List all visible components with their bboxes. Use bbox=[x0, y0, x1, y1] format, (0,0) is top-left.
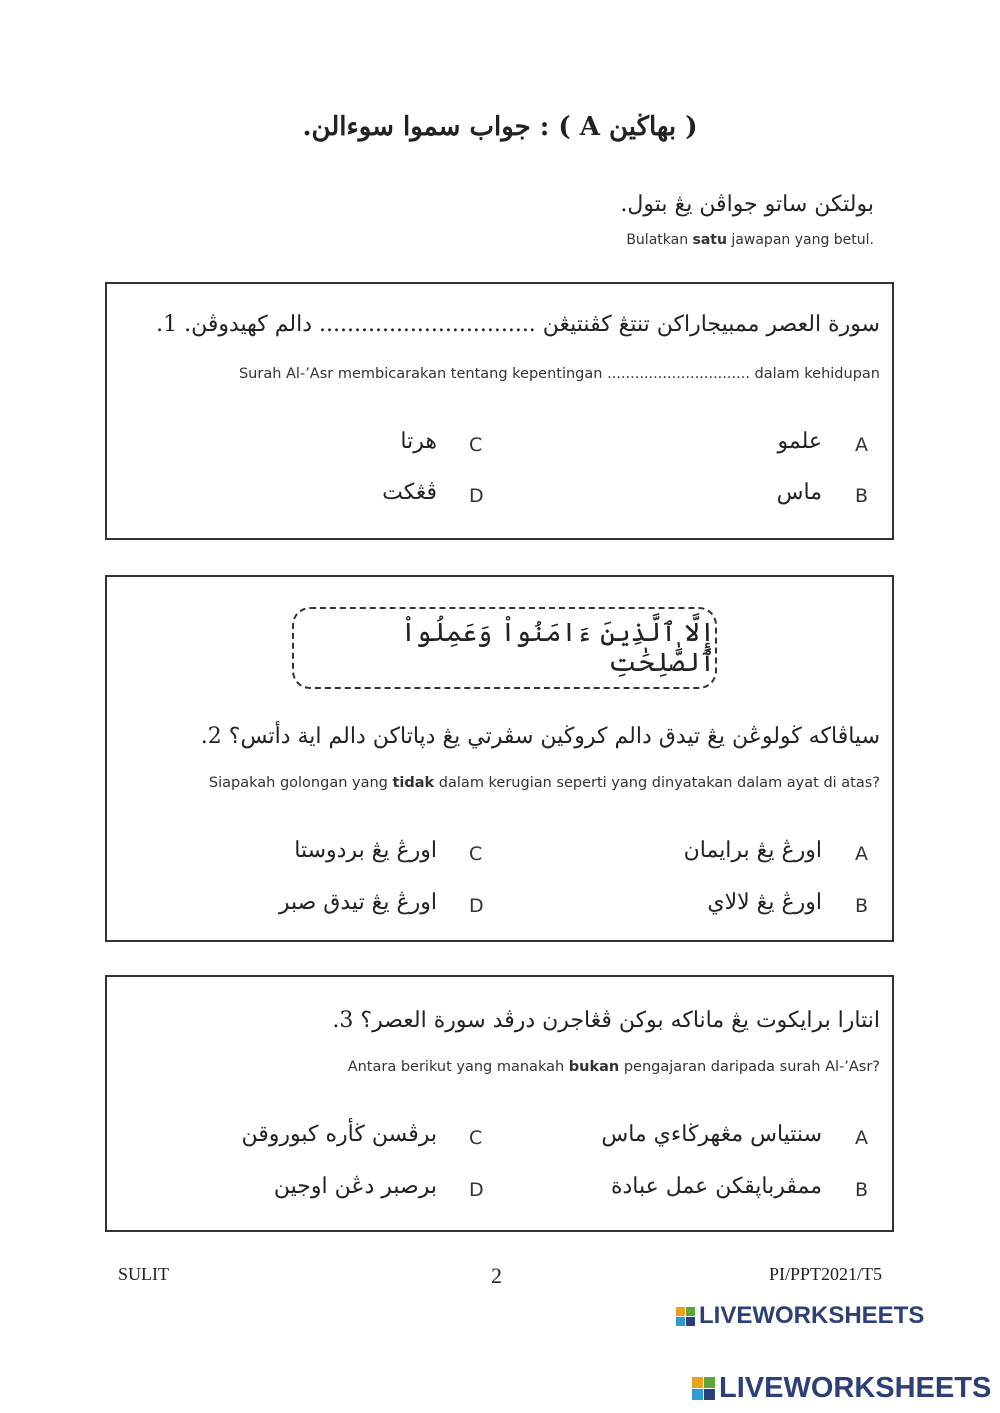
q2-option-a-text[interactable]: اورڠ يڠ برايمان bbox=[683, 838, 822, 863]
q3-option-c-text[interactable]: برڤسن ڬأره كبوروقن bbox=[241, 1122, 437, 1147]
q2-option-c-letter[interactable]: C bbox=[469, 843, 483, 865]
liveworksheets-logo-large[interactable] bbox=[692, 1372, 991, 1405]
question-3-rumi-bold: bukan bbox=[568, 1059, 620, 1075]
instruction-rumi-bold: satu bbox=[692, 232, 727, 248]
instruction-rumi-part: jawapan yang betul. bbox=[726, 232, 874, 248]
q1-option-d-text[interactable]: ڤڠكت bbox=[382, 480, 437, 505]
question-3-rumi-part: pengajaran daripada surah Al-’Asr? bbox=[619, 1059, 880, 1075]
question-1-box bbox=[105, 282, 894, 540]
q1-option-c-letter[interactable]: C bbox=[469, 434, 483, 456]
question-2-rumi-part: dalam kerugian seperti yang dinyatakan dalam ayat di atas? bbox=[434, 775, 880, 791]
q1-option-c-text[interactable]: هرتا bbox=[400, 429, 437, 454]
question-1-rumi-part: Surah Al-’Asr membicarakan tentang kepentingan bbox=[238, 366, 608, 382]
q1-option-d-letter[interactable]: D bbox=[469, 485, 484, 507]
question-1-rumi bbox=[239, 366, 880, 382]
question-2-box bbox=[105, 575, 894, 942]
question-1-jawi-text: سورة العصر ممبيجاراكن تنتڠ كڤنتيڠن ............................... دالم كهيدوڤن. bbox=[184, 312, 880, 337]
question-2-rumi bbox=[209, 775, 880, 791]
q1-option-a-letter[interactable]: A bbox=[855, 434, 868, 456]
question-3-jawi bbox=[332, 1008, 880, 1033]
question-2-rumi-part: Siapakah golongan yang bbox=[208, 775, 393, 791]
question-3-number: 3. bbox=[332, 1008, 354, 1033]
q2-option-b-text[interactable]: اورڠ يڠ لالاي bbox=[707, 890, 822, 915]
q3-option-a-text[interactable]: سنتياس مڠهرڬاءي ماس bbox=[601, 1122, 822, 1147]
liveworksheets-mark-icon bbox=[676, 1307, 695, 1326]
question-2-rumi-bold: tidak bbox=[392, 775, 435, 791]
q2-option-a-letter[interactable]: A bbox=[855, 843, 868, 865]
liveworksheets-logo[interactable] bbox=[676, 1302, 924, 1330]
question-3-jawi-text: انتارا برايكوت يڠ ماناكه بوكن ڤڠاجرن درڤد سورة العصر؟ bbox=[360, 1008, 880, 1033]
question-2-jawi bbox=[201, 724, 880, 749]
instruction-jawi: بولتكن ساتو جواڤن يڠ بتول. bbox=[620, 192, 874, 217]
liveworksheets-text: LIVEWORKSHEETS bbox=[699, 1302, 925, 1329]
q2-option-c-text[interactable]: اورڠ يڠ بردوستا bbox=[294, 838, 437, 863]
q3-option-a-letter[interactable]: A bbox=[855, 1127, 868, 1149]
q3-option-d-text[interactable]: برصبر دڠن اوجين bbox=[273, 1174, 437, 1199]
question-1-jawi bbox=[156, 312, 880, 337]
question-2-number: 2. bbox=[200, 724, 222, 749]
instruction-rumi bbox=[626, 232, 874, 248]
q1-option-b-text[interactable]: ماس bbox=[776, 480, 822, 505]
question-3-rumi-part: Antara berikut yang manakah bbox=[347, 1059, 569, 1075]
question-1-number: 1. bbox=[156, 312, 178, 337]
q3-option-b-text[interactable]: ممڤرباپقكن عمل عبادة bbox=[610, 1174, 822, 1199]
footer-right: PI/PPT2021/T5 bbox=[768, 1264, 882, 1284]
quran-ayat-box: إِلَّا ٱلَّذِينَ ءَامَنُواْ وَعَمِلُواْ ٱلصَّٰلِحَٰتِ bbox=[292, 607, 717, 689]
instruction-rumi-part: Bulatkan bbox=[626, 232, 693, 248]
section-title: ( بهاڬين A ) : جواب سموا سوءالن. bbox=[302, 112, 698, 142]
footer-left: SULIT bbox=[118, 1264, 169, 1284]
liveworksheets-text-large: LIVEWORKSHEETS bbox=[719, 1372, 992, 1404]
q3-option-d-letter[interactable]: D bbox=[469, 1179, 484, 1201]
q2-option-b-letter[interactable]: B bbox=[855, 895, 869, 917]
question-1-rumi-part: ............................... dalam kehidupan bbox=[607, 366, 880, 382]
question-3-box bbox=[105, 975, 894, 1232]
liveworksheets-mark-icon bbox=[692, 1377, 715, 1400]
q2-option-d-letter[interactable]: D bbox=[469, 895, 484, 917]
q1-option-b-letter[interactable]: B bbox=[855, 485, 869, 507]
question-3-rumi bbox=[348, 1059, 880, 1075]
page-number: 2 bbox=[491, 1263, 502, 1288]
question-2-jawi-text: سياڤاكه ڬولوڠن يڠ تيدق دالم كروڬين سڤرتي يڠ دپاتاكن دالم اية دأتس؟ bbox=[228, 724, 880, 749]
q1-option-a-text[interactable]: علمو bbox=[777, 429, 822, 454]
q2-option-d-text[interactable]: اورڠ يڠ تيدق صبر bbox=[278, 890, 437, 915]
q3-option-c-letter[interactable]: C bbox=[469, 1127, 483, 1149]
q3-option-b-letter[interactable]: B bbox=[855, 1179, 869, 1201]
